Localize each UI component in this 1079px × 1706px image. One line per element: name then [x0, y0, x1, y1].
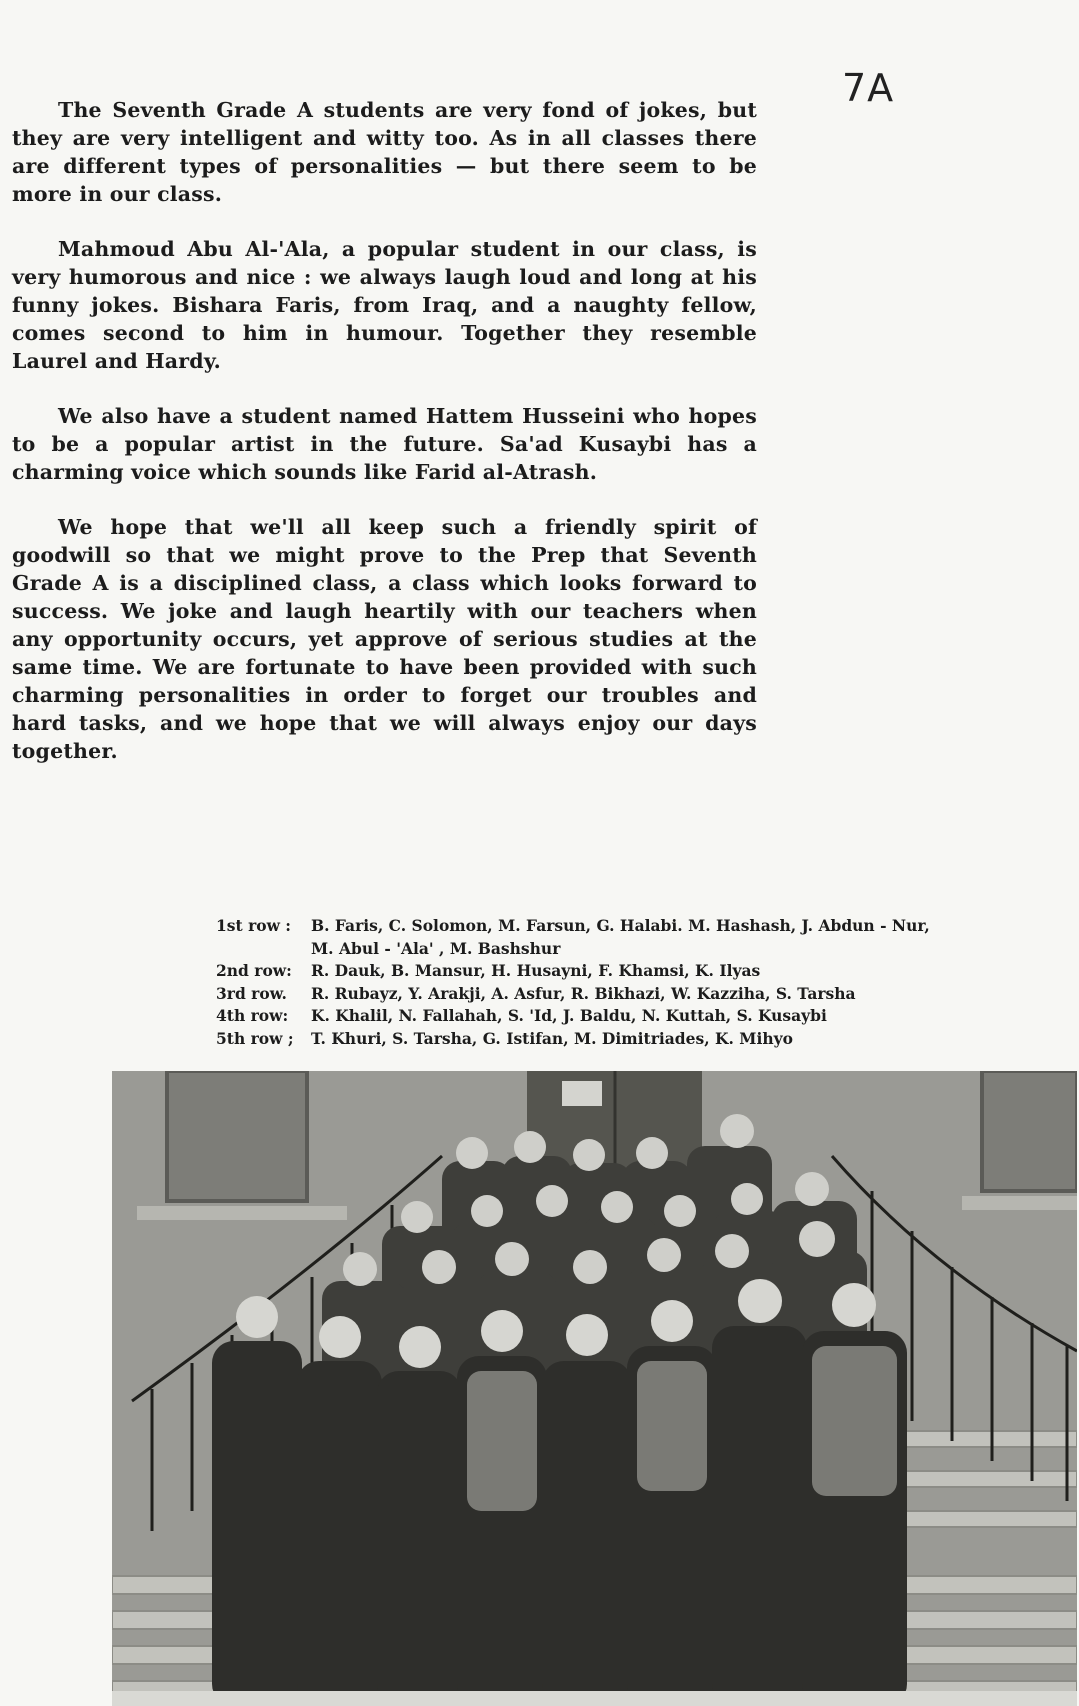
- caption-row-names: R. Rubayz, Y. Arakji, A. Asfur, R. Bikhazi, W. Kazziha, S. Tarsha: [311, 983, 856, 1003]
- caption-row-names: T. Khuri, S. Tarsha, G. Istifan, M. Dimitriades, K. Mihyo: [311, 1028, 793, 1048]
- window-right: [982, 1071, 1077, 1191]
- article-text: [12, 96, 757, 792]
- caption-row-names: B. Faris, C. Solomon, M. Farsun, G. Halabi. M. Hashash, J. Abdun - Nur,: [311, 916, 930, 935]
- caption-row-5: [216, 1028, 1036, 1051]
- window-sill-right: [962, 1196, 1077, 1210]
- caption-row-label: 4th row:: [216, 1006, 289, 1025]
- caption-row-label: 3rd row.: [216, 983, 287, 1003]
- window-sill-left: [137, 1206, 347, 1220]
- photo-illustration: [112, 1071, 1077, 1706]
- caption-row-3: [216, 983, 1036, 1006]
- caption-row-label: 5th row ;: [216, 1028, 294, 1048]
- paragraph-4: We hope that we'll all keep such a friendly spirit of goodwill so that we might prove to the Prep that Seventh Grade A is a disciplined class, a class which looks forward to success. We joke and laugh heartily with our teachers when any opportunity occurs, yet approve of serious studies at the same time. We are fortunate to have been provided with such charming personalities in order to forget our troubles and hard tasks, and we hope that we will always enjoy our days together.: [12, 515, 757, 763]
- door-sign: [562, 1081, 602, 1106]
- photo-caption: [216, 915, 1036, 1050]
- caption-row-1: [216, 915, 1036, 938]
- caption-row-names: K. Khalil, N. Fallahah, S. 'Id, J. Baldu, N. Kuttah, S. Kusaybi: [311, 1006, 827, 1025]
- page-label: 7A: [842, 66, 895, 110]
- caption-row-1-continuation: M. Abul - 'Ala' , M. Bashshur: [311, 938, 561, 958]
- caption-row-label: 1st row :: [216, 916, 292, 935]
- paragraph-1: The Seventh Grade A students are very fond of jokes, but they are very intelligent and witty too. As in all classes there are different types of personalities — but there seem to be more in our class.: [12, 98, 757, 206]
- caption-row-label: 2nd row:: [216, 961, 292, 980]
- class-group-photo: [112, 1071, 1077, 1706]
- caption-row-names: R. Dauk, B. Mansur, H. Husayni, F. Khamsi, K. Ilyas: [311, 961, 761, 980]
- ground: [112, 1691, 1077, 1706]
- caption-row-4: [216, 1005, 1036, 1028]
- window-left: [167, 1071, 307, 1201]
- paragraph-2: Mahmoud Abu Al-'Ala, a popular student in our class, is very humorous and nice : we always laugh loud and long at his funny jokes. Bishara Faris, from Iraq, and a naughty fellow, comes second to him in humour. Together they resemble Laurel and Hardy.: [12, 237, 757, 373]
- paragraph-3: We also have a student named Hattem Husseini who hopes to be a popular artist in the future. Sa'ad Kusaybi has a charming voice which sounds like Farid al-Atrash.: [12, 404, 757, 484]
- caption-row-2: [216, 960, 1036, 983]
